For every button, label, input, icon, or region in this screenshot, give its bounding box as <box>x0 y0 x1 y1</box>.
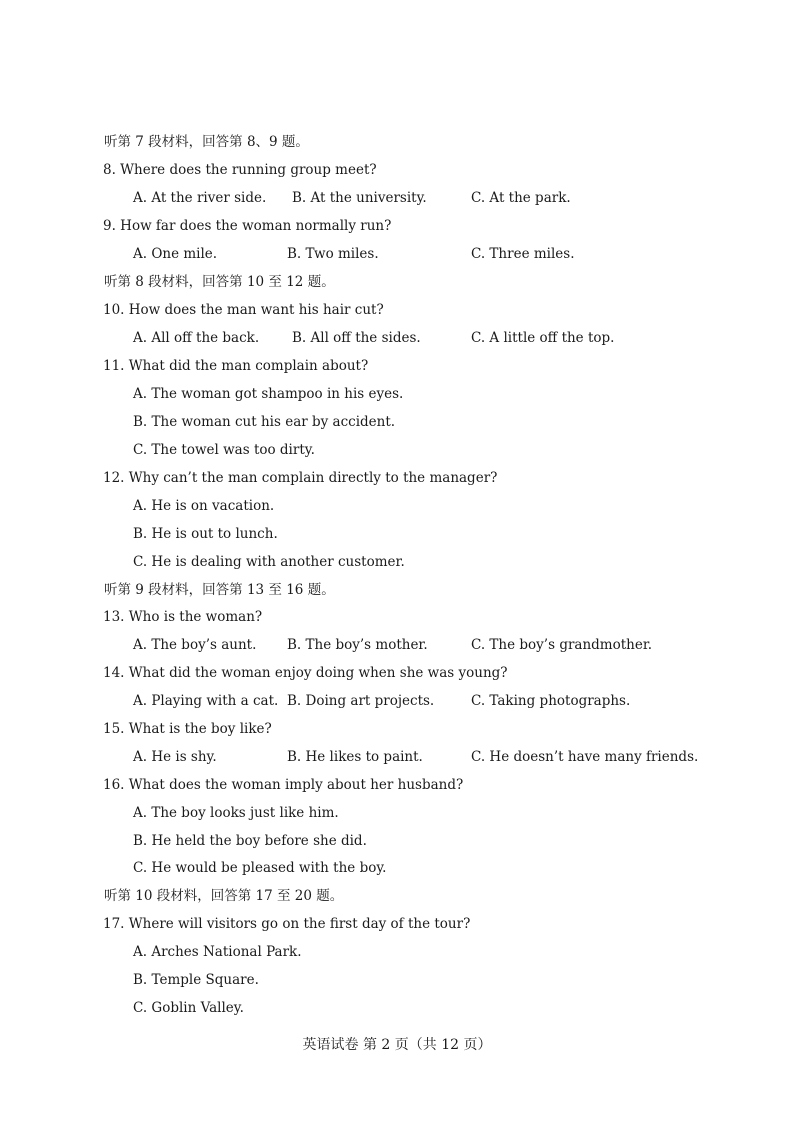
question-11-option-b: B. The woman cut his ear by accident. <box>133 414 396 430</box>
question-17-option-b: B. Temple Square. <box>133 972 259 988</box>
question-15-option-b: B. He likes to paint. <box>287 749 423 765</box>
question-13-option-a: A. The boy’s aunt. <box>133 637 257 653</box>
question-15-option-c: C. He doesn’t have many friends. <box>471 749 699 765</box>
question-11-option-a: A. The woman got shampoo in his eyes. <box>133 386 404 402</box>
question-9-stem: 9. How far does the woman normally run? <box>103 218 392 234</box>
question-10-stem: 10. How does the man want his hair cut? <box>103 302 384 318</box>
question-17-stem: 17. Where will visitors go on the first day of the tour? <box>103 916 471 932</box>
question-12-option-b: B. He is out to lunch. <box>133 526 278 542</box>
question-15-option-a: A. He is shy. <box>133 749 217 765</box>
question-9-option-c: C. Three miles. <box>471 246 575 262</box>
question-11-option-c: C. The towel was too dirty. <box>133 442 315 458</box>
question-16-option-a: A. The boy looks just like him. <box>133 805 339 821</box>
question-16-option-b: B. He held the boy before she did. <box>133 833 367 849</box>
question-9-option-b: B. Two miles. <box>287 246 379 262</box>
section-heading-7: 听第 7 段材料，回答第 8、9 题。 <box>104 134 309 150</box>
question-14-option-a: A. Playing with a cat. <box>133 693 279 709</box>
section-heading-10: 听第 10 段材料，回答第 17 至 20 题。 <box>104 888 344 904</box>
question-16-option-c: C. He would be pleased with the boy. <box>133 860 387 876</box>
section-heading-9: 听第 9 段材料，回答第 13 至 16 题。 <box>104 582 335 598</box>
question-12-option-c: C. He is dealing with another customer. <box>133 554 405 570</box>
section-heading-8: 听第 8 段材料，回答第 10 至 12 题。 <box>104 274 335 290</box>
question-14-option-c: C. Taking photographs. <box>471 693 631 709</box>
question-13-option-b: B. The boy’s mother. <box>287 637 428 653</box>
question-16-stem: 16. What does the woman imply about her husband? <box>103 777 464 793</box>
question-12-stem: 12. Why can’t the man complain directly to the manager? <box>103 470 498 486</box>
question-14-stem: 14. What did the woman enjoy doing when she was young? <box>103 665 508 681</box>
question-17-option-c: C. Goblin Valley. <box>133 1000 244 1016</box>
question-10-option-c: C. A little off the top. <box>471 330 615 346</box>
question-10-option-b: B. All off the sides. <box>292 330 421 346</box>
question-8-option-a: A. At the river side. <box>133 190 267 206</box>
question-9-option-a: A. One mile. <box>133 246 218 262</box>
question-14-option-b: B. Doing art projects. <box>287 693 435 709</box>
page-footer: 英语试卷 第 2 页（共 12 页） <box>302 1037 492 1053</box>
question-13-option-c: C. The boy’s grandmother. <box>471 637 653 653</box>
question-8-option-b: B. At the university. <box>292 190 427 206</box>
question-10-option-a: A. All off the back. <box>133 330 260 346</box>
question-17-option-a: A. Arches National Park. <box>133 944 302 960</box>
question-12-option-a: A. He is on vacation. <box>133 498 275 514</box>
question-8-option-c: C. At the park. <box>471 190 571 206</box>
question-15-stem: 15. What is the boy like? <box>103 721 272 737</box>
question-8-stem: 8. Where does the running group meet? <box>103 162 377 178</box>
question-11-stem: 11. What did the man complain about? <box>103 358 369 374</box>
question-13-stem: 13. Who is the woman? <box>103 609 263 625</box>
